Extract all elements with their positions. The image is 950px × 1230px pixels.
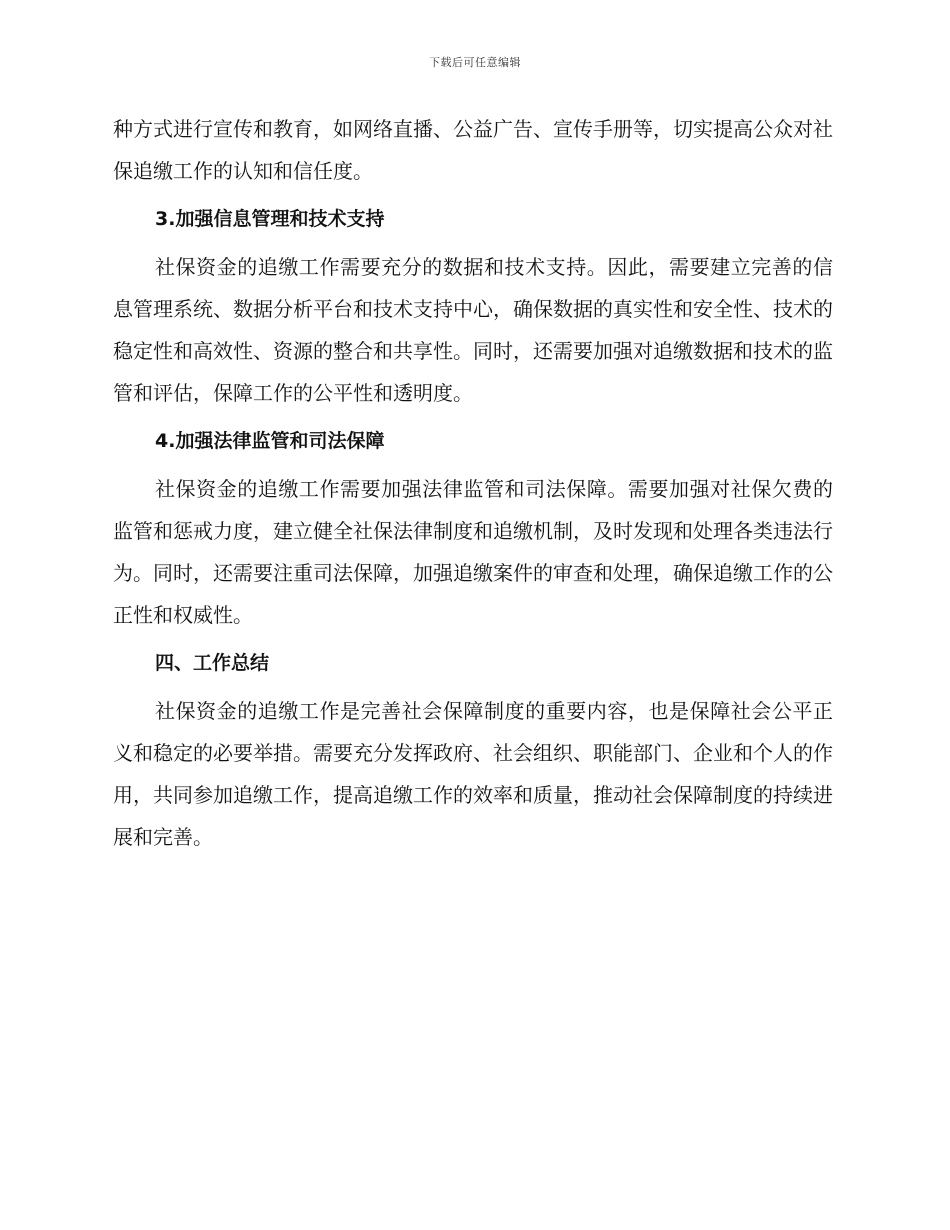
paragraph-continued: 种方式进行宣传和教育，如网络直播、公益广告、宣传手册等，切实提高公众对社保追缴工作的认知和信任度。 (113, 117, 833, 183)
page-header: 下载后可任意编辑 (429, 56, 521, 69)
section-heading-summary: 四、工作总结 (155, 652, 270, 674)
paragraph-section-4: 社保资金的追缴工作需要加强法律监管和司法保障。需要加强对社保欠费的监管和惩戒力度，建立健全社保法律制度和追缴机制，及时发现和处理各类违法行为。同时，还需要注重司法保障，加强追缴案件的审查和处理，确保追缴工作的公正性和权威性。 (113, 477, 833, 627)
paragraph-summary: 社保资金的追缴工作是完善社会保障制度的重要内容，也是保障社会公平正义和稳定的必要举措。需要充分发挥政府、社会组织、职能部门、企业和个人的作用，共同参加追缴工作，提高追缴工作的效率和质量，推动社会保障制度的持续进展和完善。 (113, 699, 833, 849)
paragraph-section-3: 社保资金的追缴工作需要充分的数据和技术支持。因此，需要建立完善的信息管理系统、数据分析平台和技术支持中心，确保数据的真实性和安全性、技术的稳定性和高效性、资源的整合和共享性。同时，还需要加强对追缴数据和技术的监管和评估，保障工作的公平性和透明度。 (113, 255, 833, 405)
section-heading-4: 4.加强法律监管和司法保障 (155, 430, 385, 452)
document-body (113, 108, 833, 858)
section-heading-3: 3.加强信息管理和技术支持 (155, 208, 385, 230)
